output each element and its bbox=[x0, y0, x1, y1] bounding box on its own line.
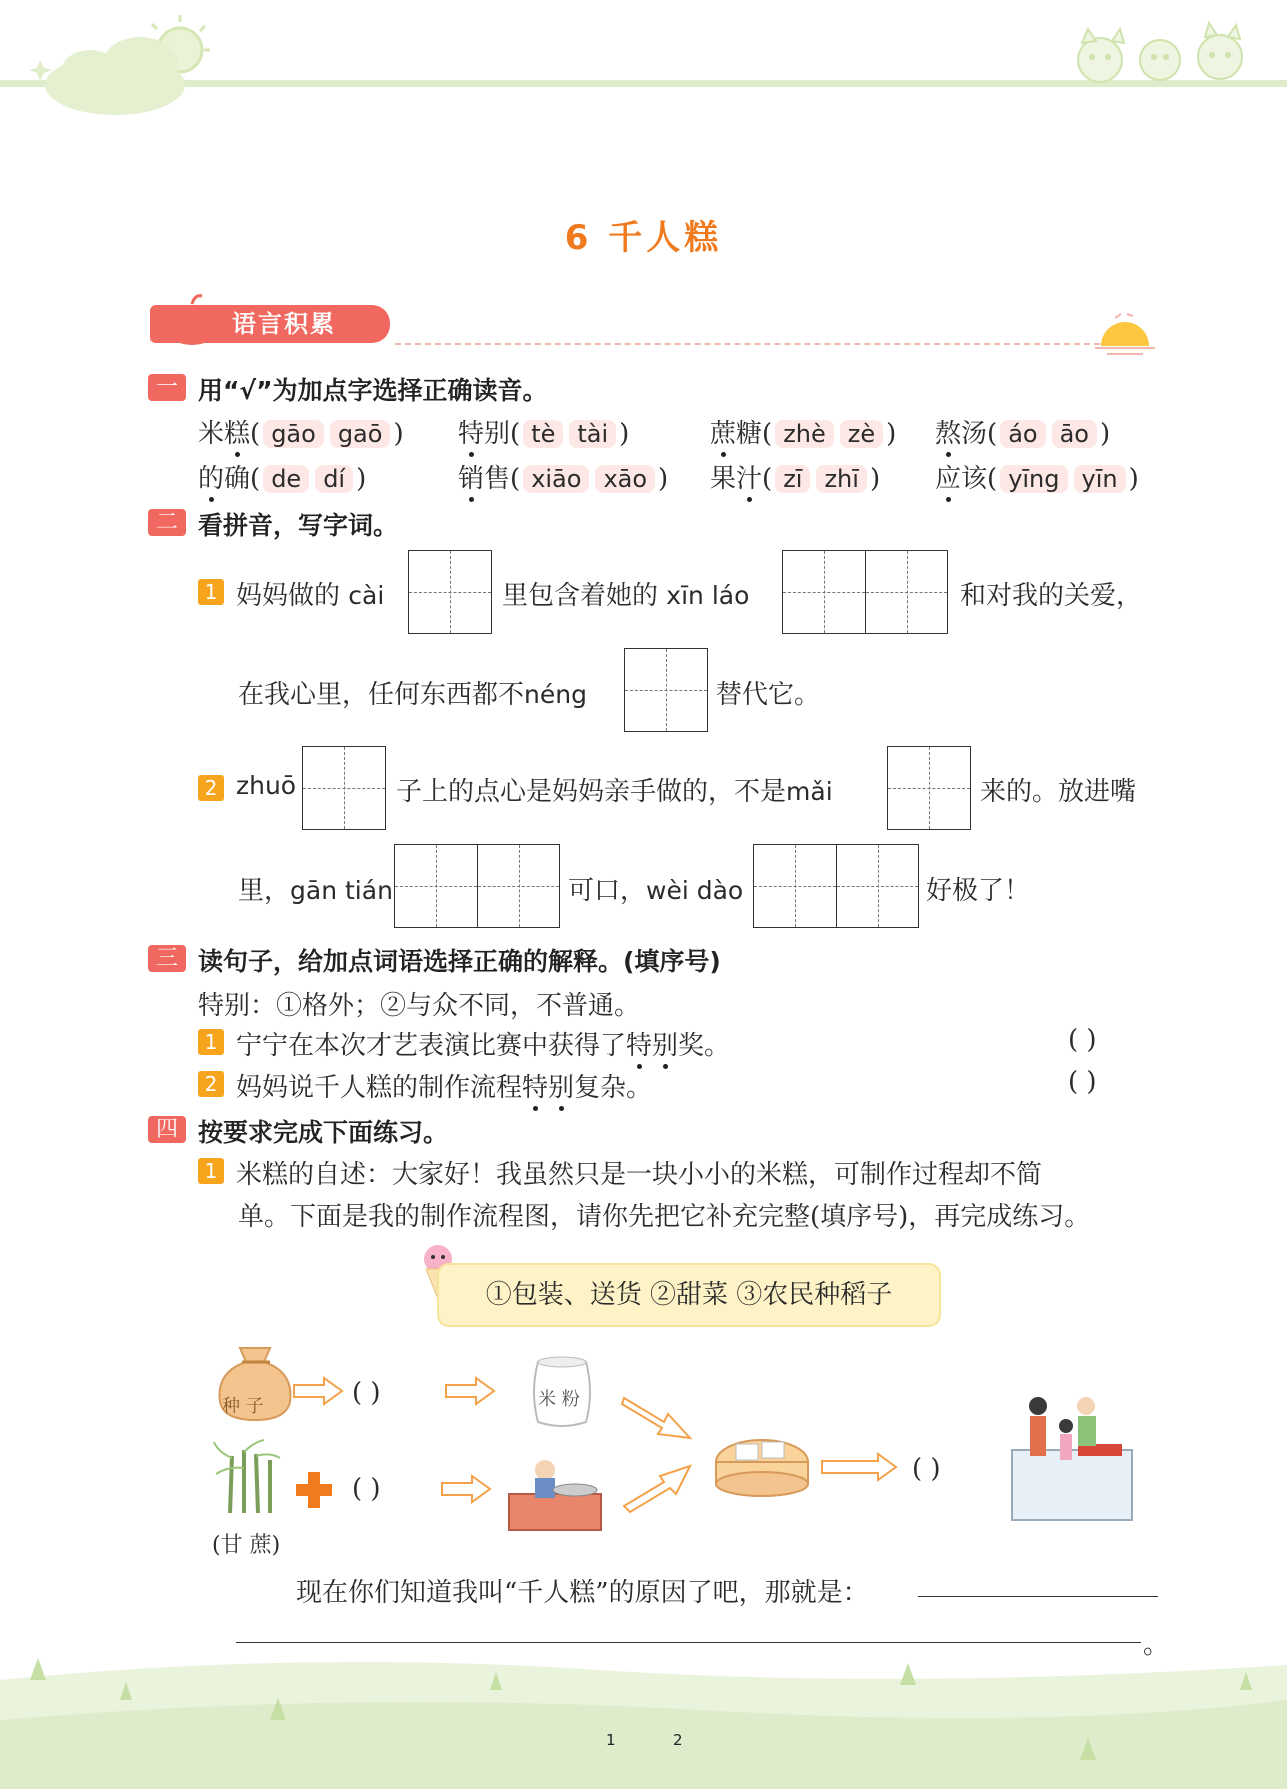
pinyin-option[interactable]: zhī bbox=[816, 465, 866, 493]
footer-landscape bbox=[0, 1640, 1287, 1789]
q4-paragraph-line-1: 米糕的自述：大家好！我虽然只是一块小小的米糕，可制作过程却不简 bbox=[236, 1160, 1043, 1190]
section-divider bbox=[395, 343, 1140, 345]
worker-machine-icon bbox=[505, 1450, 605, 1534]
dotted-word: 特别 bbox=[522, 1073, 575, 1103]
q4-paragraph-line-2: 单。下面是我的制作流程图，请你先把它补充完整(填序号)，再完成练习。 bbox=[238, 1202, 1091, 1232]
q1-item: 果汁( zī zhī ) bbox=[710, 464, 881, 494]
q2-text: 好极了！ bbox=[926, 876, 1031, 906]
item-badge: 2 bbox=[198, 775, 224, 801]
dotted-word: 特别 bbox=[626, 1031, 679, 1061]
pinyin-option[interactable]: zè bbox=[840, 420, 883, 448]
pinyin-option[interactable]: xiāo bbox=[523, 465, 589, 493]
writing-grid[interactable] bbox=[887, 746, 971, 830]
q1-item: 销售( xiāo xāo ) bbox=[458, 464, 669, 494]
writing-grid[interactable] bbox=[394, 844, 560, 928]
flow-arrow bbox=[292, 1376, 344, 1406]
sugarcane-label: (甘 蔗) bbox=[212, 1533, 281, 1558]
q2-text: 在我心里，任何东西都不néng bbox=[238, 680, 587, 710]
q2-text: 妈妈做的 cài bbox=[236, 581, 385, 611]
pinyin-option[interactable]: áo bbox=[1000, 420, 1045, 448]
flow-arrow-diagonal bbox=[620, 1462, 694, 1518]
q3-sentence-2: 妈妈说千人糕的制作流程特别复杂。 bbox=[236, 1073, 653, 1103]
question-number-1: 一 bbox=[148, 374, 186, 401]
q2-text: 可口，wèi dào bbox=[568, 876, 744, 906]
q1-item: 蔗糖( zhè zè ) bbox=[710, 419, 897, 449]
item-badge: 1 bbox=[198, 1029, 224, 1055]
item-badge: 1 bbox=[198, 579, 224, 605]
page-number-right: 2 bbox=[673, 1731, 683, 1749]
question-number-4: 四 bbox=[148, 1116, 186, 1143]
q3-definition: 特别：①格外；②与众不同，不普通。 bbox=[198, 991, 641, 1021]
q2-text: 子上的点心是妈妈亲手做的，不是mǎi bbox=[396, 777, 833, 807]
pinyin-option[interactable]: zhè bbox=[775, 420, 834, 448]
writing-grid[interactable] bbox=[408, 550, 492, 634]
pinyin-option[interactable]: yīn bbox=[1074, 465, 1126, 493]
question-2-prompt: 看拼音，写字词。 bbox=[198, 511, 399, 540]
q1-item: 米糕( gāo gaō ) bbox=[198, 419, 404, 449]
q1-item: 熬汤( áo āo ) bbox=[935, 419, 1111, 449]
q1-row-1 bbox=[198, 413, 404, 450]
flow-blank[interactable]: ( ) bbox=[352, 1474, 381, 1504]
pinyin-option[interactable]: dí bbox=[315, 465, 353, 493]
pinyin-option[interactable]: yīng bbox=[1000, 465, 1067, 493]
shop-scene-icon bbox=[1008, 1394, 1138, 1524]
flow-arrow bbox=[820, 1452, 900, 1482]
page-title: 6 千人糕 bbox=[564, 218, 723, 258]
q1-item: 特别( tè tài ) bbox=[458, 419, 630, 449]
pinyin-option[interactable]: tè bbox=[523, 420, 563, 448]
question-1-prompt: 用“√”为加点字选择正确读音。 bbox=[198, 376, 548, 405]
rice-flour-label: 米 粉 bbox=[538, 1389, 580, 1410]
pinyin-option[interactable]: de bbox=[263, 465, 309, 493]
flow-blank[interactable]: ( ) bbox=[352, 1378, 381, 1408]
pinyin-option[interactable]: tài bbox=[569, 420, 616, 448]
plus-icon bbox=[294, 1470, 334, 1510]
section-header: 语言积累 bbox=[150, 305, 390, 343]
pinyin-option[interactable]: zī bbox=[775, 465, 810, 493]
pinyin-option[interactable]: xāo bbox=[595, 465, 655, 493]
q1-item: 应该( yīng yīn ) bbox=[935, 464, 1139, 494]
q2-text: 里包含着她的 xīn láo bbox=[502, 581, 750, 611]
writing-grid[interactable] bbox=[624, 648, 708, 732]
q3-sentence-1: 宁宁在本次才艺表演比赛中获得了特别奖。 bbox=[236, 1031, 731, 1061]
flow-arrow bbox=[440, 1474, 492, 1504]
options-bubble: ①包装、送货 ②甜菜 ③农民种稻子 bbox=[437, 1263, 941, 1327]
answer-paren[interactable]: ( ) bbox=[1068, 1025, 1097, 1055]
question-4-prompt: 按要求完成下面练习。 bbox=[198, 1118, 449, 1147]
answer-line[interactable] bbox=[918, 1596, 1158, 1597]
writing-grid[interactable] bbox=[302, 746, 386, 830]
steamer-cake-icon bbox=[712, 1422, 812, 1502]
question-3-prompt: 读句子，给加点词语选择正确的解释。(填序号) bbox=[198, 947, 721, 976]
writing-grid[interactable] bbox=[782, 550, 948, 634]
flow-arrow bbox=[444, 1376, 496, 1406]
animal-faces-decoration bbox=[1060, 15, 1260, 85]
period-mark: 。 bbox=[1143, 1630, 1170, 1660]
flow-blank[interactable]: ( ) bbox=[912, 1454, 941, 1484]
q2-text: 替代它。 bbox=[716, 680, 821, 710]
conclusion-sentence: 现在你们知道我叫“千人糕”的原因了吧，那就是： bbox=[296, 1578, 869, 1608]
flow-arrow-diagonal bbox=[620, 1386, 694, 1442]
q2-text: zhuō bbox=[236, 771, 297, 800]
cloud-sun-decoration bbox=[20, 10, 210, 120]
item-badge: 2 bbox=[198, 1071, 224, 1097]
writing-grid[interactable] bbox=[753, 844, 919, 928]
sunset-icon bbox=[1095, 310, 1155, 360]
q2-text: 里，gān tián bbox=[238, 876, 393, 906]
pinyin-option[interactable]: gaō bbox=[330, 420, 391, 448]
q2-text: 来的。放进嘴 bbox=[980, 777, 1137, 807]
page-number-left: 1 bbox=[606, 1731, 616, 1749]
q2-text: 和对我的关爱， bbox=[960, 581, 1143, 611]
pinyin-option[interactable]: āo bbox=[1052, 420, 1097, 448]
question-number-3: 三 bbox=[148, 945, 186, 972]
answer-paren[interactable]: ( ) bbox=[1068, 1067, 1097, 1097]
pinyin-option[interactable]: gāo bbox=[263, 420, 324, 448]
item-badge: 1 bbox=[198, 1158, 224, 1184]
seed-bag-label: 种 子 bbox=[222, 1396, 264, 1417]
question-number-2: 二 bbox=[148, 509, 186, 536]
q1-item: 的确( de dí ) bbox=[198, 464, 367, 494]
sugarcane-icon bbox=[210, 1438, 290, 1518]
